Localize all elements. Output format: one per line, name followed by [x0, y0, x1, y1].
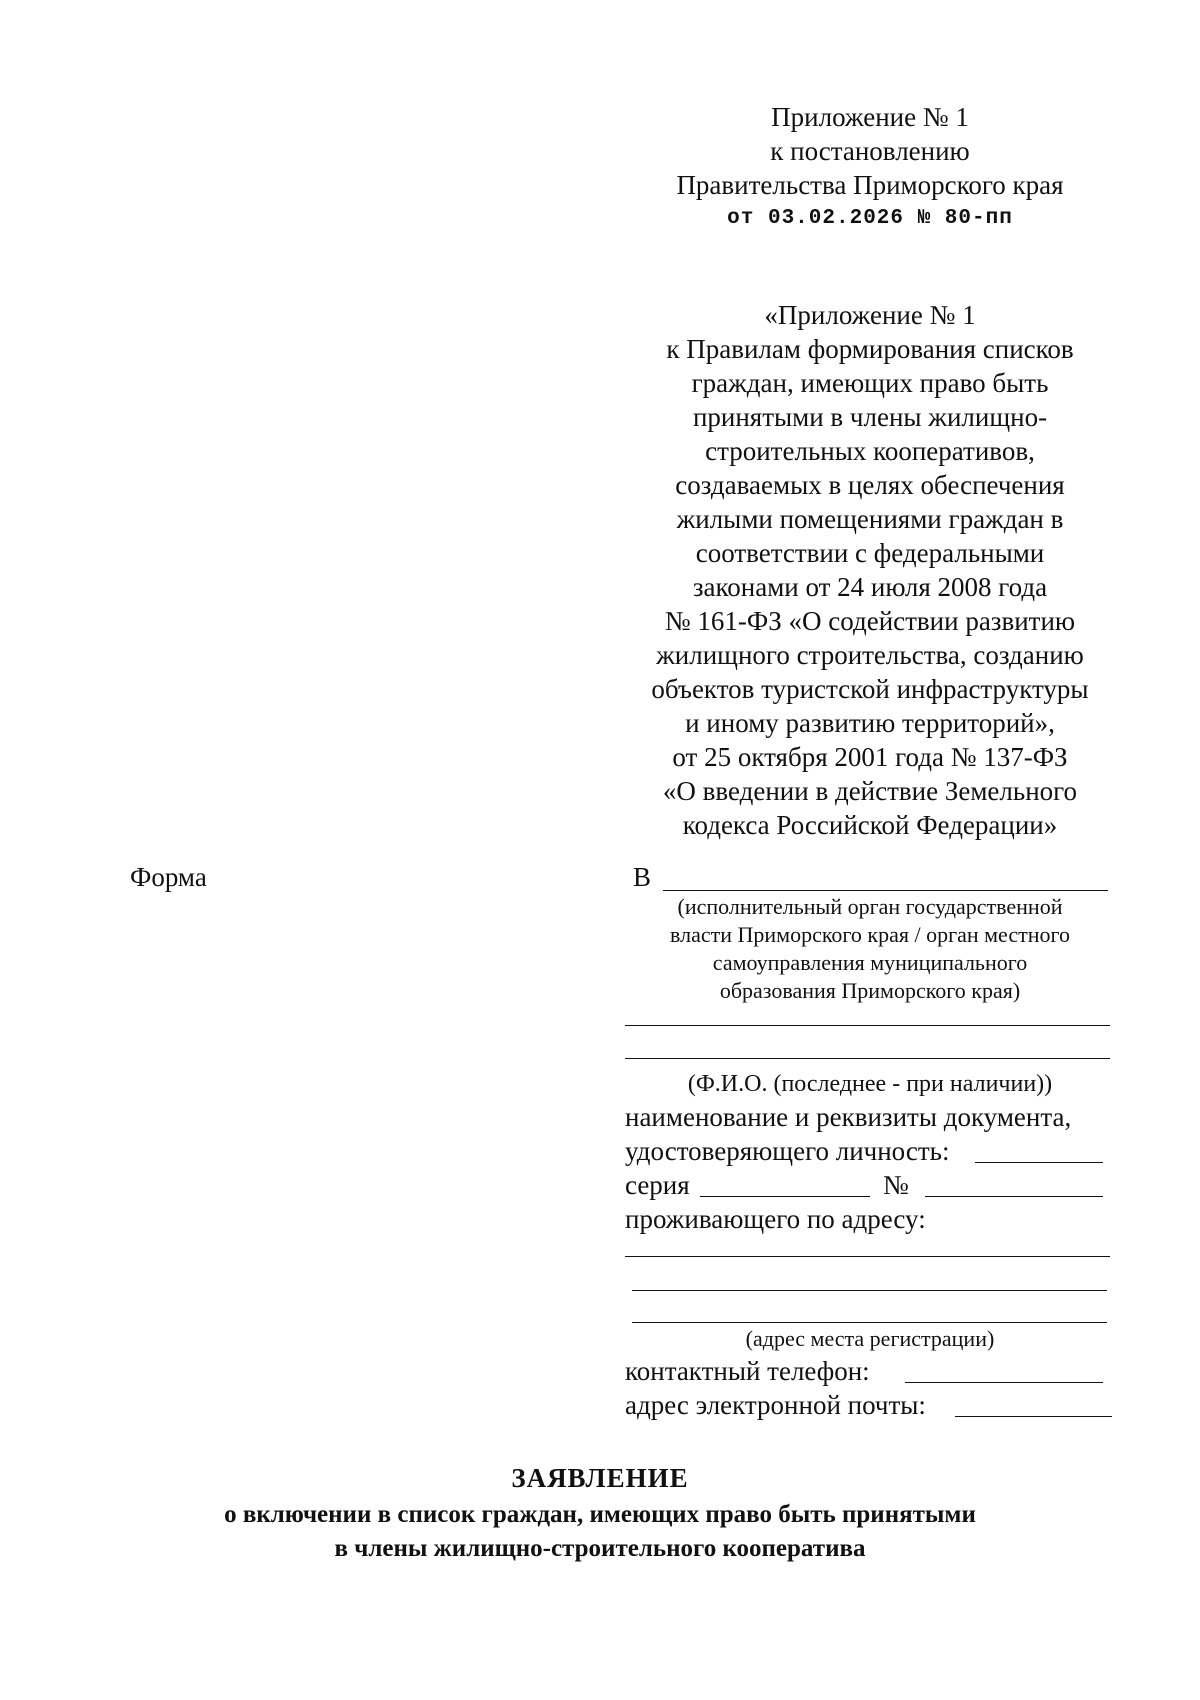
series-field[interactable]	[700, 1196, 870, 1197]
approval-line-1: Приложение № 1	[771, 102, 969, 132]
address-field-2[interactable]	[632, 1290, 1107, 1291]
approval-line-2: к постановлению	[770, 136, 970, 166]
rules-line: и иному развитию территорий»,	[685, 708, 1055, 738]
authority-hint-line: образования Приморского края)	[719, 978, 1021, 1003]
phone-field[interactable]	[905, 1382, 1103, 1383]
email-label: адрес электронной почты:	[625, 1390, 926, 1420]
rules-line: «О введении в действие Земельного	[662, 776, 1078, 806]
rules-line: объектов туристской инфраструктуры	[651, 674, 1089, 704]
rules-line: кодекса Российской Федерации»	[682, 810, 1058, 840]
series-label: серия	[625, 1170, 690, 1200]
application-subtitle-line-1: о включении в список граждан, имеющих право быть принятыми	[224, 1501, 976, 1528]
doc-label-line-1: наименование и реквизиты документа,	[625, 1102, 1072, 1132]
address-field-1[interactable]	[625, 1256, 1110, 1257]
approval-line-3: Правительства Приморского края	[676, 170, 1064, 200]
rules-annex-block	[620, 298, 1120, 842]
authority-hint	[620, 893, 1120, 1005]
identity-document-field[interactable]	[975, 1162, 1103, 1163]
fio-hint: (Ф.И.О. (последнее - при наличии))	[687, 1071, 1053, 1097]
rules-line: создаваемых в целях обеспечения	[675, 470, 1065, 500]
fio-field-2[interactable]	[625, 1058, 1110, 1059]
address-label: проживающего по адресу:	[625, 1204, 926, 1234]
phone-label: контактный телефон:	[625, 1356, 870, 1386]
rules-line: от 25 октября 2001 года № 137-ФЗ	[672, 742, 1068, 772]
form-label: Форма	[130, 862, 207, 892]
recipient-prefix: В	[633, 862, 652, 892]
rules-line: жилыми помещениями граждан в	[676, 504, 1064, 534]
rules-line: принятыми в члены жилищно-	[692, 402, 1048, 432]
authority-hint-line: самоуправления муниципального	[712, 950, 1028, 975]
fio-field-1[interactable]	[625, 1025, 1110, 1026]
application-title: ЗАЯВЛЕНИЕ	[511, 1463, 689, 1493]
number-field[interactable]	[925, 1196, 1103, 1197]
number-label: №	[883, 1170, 909, 1200]
application-title-block	[0, 1458, 1200, 1566]
address-hint: (адрес места регистрации)	[745, 1326, 995, 1351]
authority-hint-line: власти Приморского края / орган местного	[670, 922, 1070, 947]
rules-line: № 161-ФЗ «О содействии развитию	[664, 606, 1076, 636]
email-field[interactable]	[955, 1416, 1112, 1417]
recipient-field[interactable]	[663, 890, 1108, 891]
doc-label-line-2: удостоверяющего личность:	[625, 1136, 950, 1166]
approval-date-number: от 03.02.2026 № 80-пп	[727, 207, 1013, 230]
rules-line: «Приложение № 1	[764, 300, 976, 330]
authority-hint-line: (исполнительный орган государственной	[677, 894, 1063, 919]
approval-block	[640, 100, 1100, 236]
rules-line: жилищного строительства, созданию	[656, 640, 1084, 670]
rules-line: строительных кооперативов,	[705, 436, 1035, 466]
rules-line: законами от 24 июля 2008 года	[692, 572, 1048, 602]
rules-line: к Правилам формирования списков	[666, 334, 1074, 364]
address-field-3[interactable]	[632, 1322, 1107, 1323]
application-subtitle-line-2: в члены жилищно-строительного кооператива	[334, 1535, 866, 1562]
rules-line: граждан, имеющих право быть	[691, 368, 1049, 398]
rules-line: соответствии с федеральными	[695, 538, 1045, 568]
